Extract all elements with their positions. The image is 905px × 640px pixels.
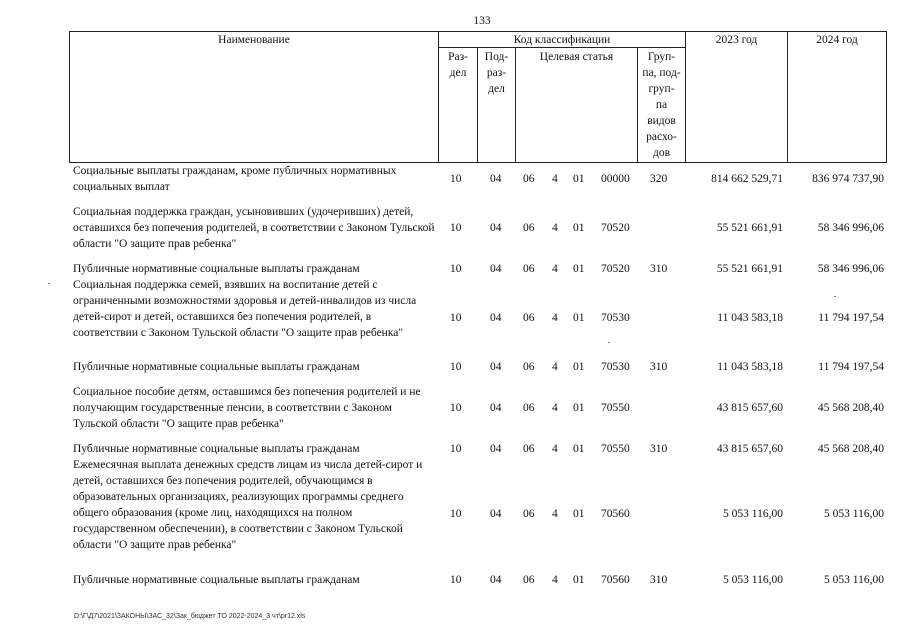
row-cs3: 01 [573,222,585,234]
row-2024: 5 053 116,00 [824,574,884,586]
row-cs2: 4 [552,361,558,373]
header-group-line: груп- [648,83,675,95]
row-cs1: 06 [523,508,535,520]
row-name: Публичные нормативные социальные выплаты гражданам [73,574,360,586]
header-subsection [478,49,515,97]
row-razdel: 10 [450,263,462,275]
row-2024: 11 794 197,54 [818,361,884,373]
header-group-line: дов [652,147,671,159]
row-cs3: 01 [573,574,585,586]
row-cs2: 4 [552,508,558,520]
header-2024: 2024 год [816,34,858,46]
page-number: 133 [473,15,491,27]
row-cs3: 01 [573,443,585,455]
row-podrazdel: 04 [490,508,502,520]
row-podrazdel: 04 [490,443,502,455]
row-2023: 5 053 116,00 [723,574,783,586]
row-cs2: 4 [552,443,558,455]
row-cs4: 70560 [601,574,630,586]
row-name: Публичные нормативные социальные выплаты гражданам [73,263,360,275]
row-vid: 320 [650,173,668,185]
row-name: Социальное пособие детям, оставшимся без попечения родителей и не получающим государственные пенсии, в соответствии с Законом Тульской области "О защите прав ребенка" [73,386,421,430]
row-razdel: 10 [450,574,462,586]
row-razdel: 10 [450,222,462,234]
row-cs1: 06 [523,312,535,324]
row-razdel: 10 [450,443,462,455]
row-cs1: 06 [523,402,535,414]
row-2024: 11 794 197,54 [818,312,884,324]
row-2023: 11 043 583,18 [717,361,783,373]
header-subsection-line: Под- [484,51,509,63]
row-2024: 45 568 208,40 [817,443,884,455]
scan-speck [834,296,836,297]
row-2024: 58 346 996,06 [817,263,884,275]
row-name: Социальная поддержка граждан, усыновивших (удочеривших) детей, оставшихся без попечения родителей, в соответствии с Законом Тульской области "О защите прав ребенка" [73,206,435,250]
row-2023: 55 521 661,91 [716,263,783,275]
row-cs1: 06 [523,574,535,586]
row-2023: 55 521 661,91 [716,222,783,234]
row-cs2: 4 [552,173,558,185]
row-2024: 45 568 208,40 [817,402,884,414]
row-cs4: 70550 [601,443,630,455]
row-podrazdel: 04 [490,263,502,275]
row-cs2: 4 [552,574,558,586]
header-subsection-line: раз- [486,67,507,79]
row-podrazdel: 04 [490,574,502,586]
row-cs1: 06 [523,263,535,275]
row-name: Ежемесячная выплата денежных средств лицам из числа детей-сирот и детей, оставшихся без попечения родителей, обучающимся в образовательных организациях, реализующих программы среднего общего образования (кроме лиц, находящихся на полном государственном обеспечении), в соответствии с Законом Тульской области "О защите прав ребенка" [73,459,423,551]
row-2024: 58 346 996,06 [817,222,884,234]
row-cs4: 00000 [601,173,630,185]
header-name: Наименование [218,34,290,46]
row-name: Публичные нормативные социальные выплаты гражданам [73,361,360,373]
row-cs2: 4 [552,402,558,414]
row-cs2: 4 [552,222,558,234]
header-group-line: Груп- [647,51,676,63]
header-section [439,49,477,81]
header-target: Целевая статья [539,51,614,63]
row-2023: 814 662 529,71 [711,173,783,185]
row-cs1: 06 [523,222,535,234]
row-cs4: 70550 [601,402,630,414]
row-cs3: 01 [573,402,585,414]
row-name: Социальные выплаты гражданам, кроме публичных нормативных социальных выплат [73,165,397,193]
row-2023: 43 815 657,60 [716,443,783,455]
row-cs4: 70520 [601,263,630,275]
row-2024: 5 053 116,00 [824,508,884,520]
row-cs4: 70530 [601,361,630,373]
row-vid: 310 [650,263,668,275]
row-cs3: 01 [573,263,585,275]
scan-speck [48,283,50,284]
row-vid: 310 [650,574,668,586]
row-cs4: 70560 [601,508,630,520]
row-cs1: 06 [523,173,535,185]
row-razdel: 10 [450,312,462,324]
row-cs1: 06 [523,361,535,373]
row-cs2: 4 [552,312,558,324]
row-cs4: 70520 [601,222,630,234]
header-2023: 2023 год [715,34,758,46]
row-cs4: 70530 [601,312,630,324]
row-cs2: 4 [552,263,558,275]
row-cs3: 01 [573,361,585,373]
row-podrazdel: 04 [490,222,502,234]
row-vid: 310 [650,361,668,373]
header-section-line: дел [449,67,467,79]
header-group-line: видов [647,115,676,127]
header-section-line: Раз- [448,51,468,63]
header-code: Код классификации [513,34,611,46]
row-razdel: 10 [450,361,462,373]
row-cs3: 01 [573,312,585,324]
row-2023: 11 043 583,18 [717,312,783,324]
row-name: Социальная поддержка семей, взявших на воспитание детей с ограниченными возможностями здоровья и детей-инвалидов из числа детей-сирот и детей, оставшихся без попечения родителей, в соответствии с Законом Тульской области "О защите прав ребенка" [73,279,417,339]
row-podrazdel: 04 [490,361,502,373]
row-vid: 310 [650,443,668,455]
row-2023: 5 053 116,00 [723,508,783,520]
header-group-line: расхо- [646,131,677,143]
row-cs1: 06 [523,443,535,455]
header-group [638,49,685,161]
row-2024: 836 974 737,90 [812,173,884,185]
header-subsection-line: дел [488,83,505,95]
footer-file-path: D:\Г\Д7\2021\ЗАКОНЫ\ЗАС_32\Зак_бюджет ТО 2022-2024_3 чт\pr12.xls [74,613,306,620]
row-name: Публичные нормативные социальные выплаты гражданам [73,443,360,455]
row-podrazdel: 04 [490,173,502,185]
scan-speck [608,342,610,343]
row-cs3: 01 [573,508,585,520]
row-2023: 43 815 657,60 [716,402,783,414]
row-razdel: 10 [450,402,462,414]
row-cs3: 01 [573,173,585,185]
row-razdel: 10 [450,173,462,185]
row-podrazdel: 04 [490,312,502,324]
row-podrazdel: 04 [490,402,502,414]
row-razdel: 10 [450,508,462,520]
header-group-line: па [655,99,668,111]
header-group-line: па, под- [642,67,681,79]
